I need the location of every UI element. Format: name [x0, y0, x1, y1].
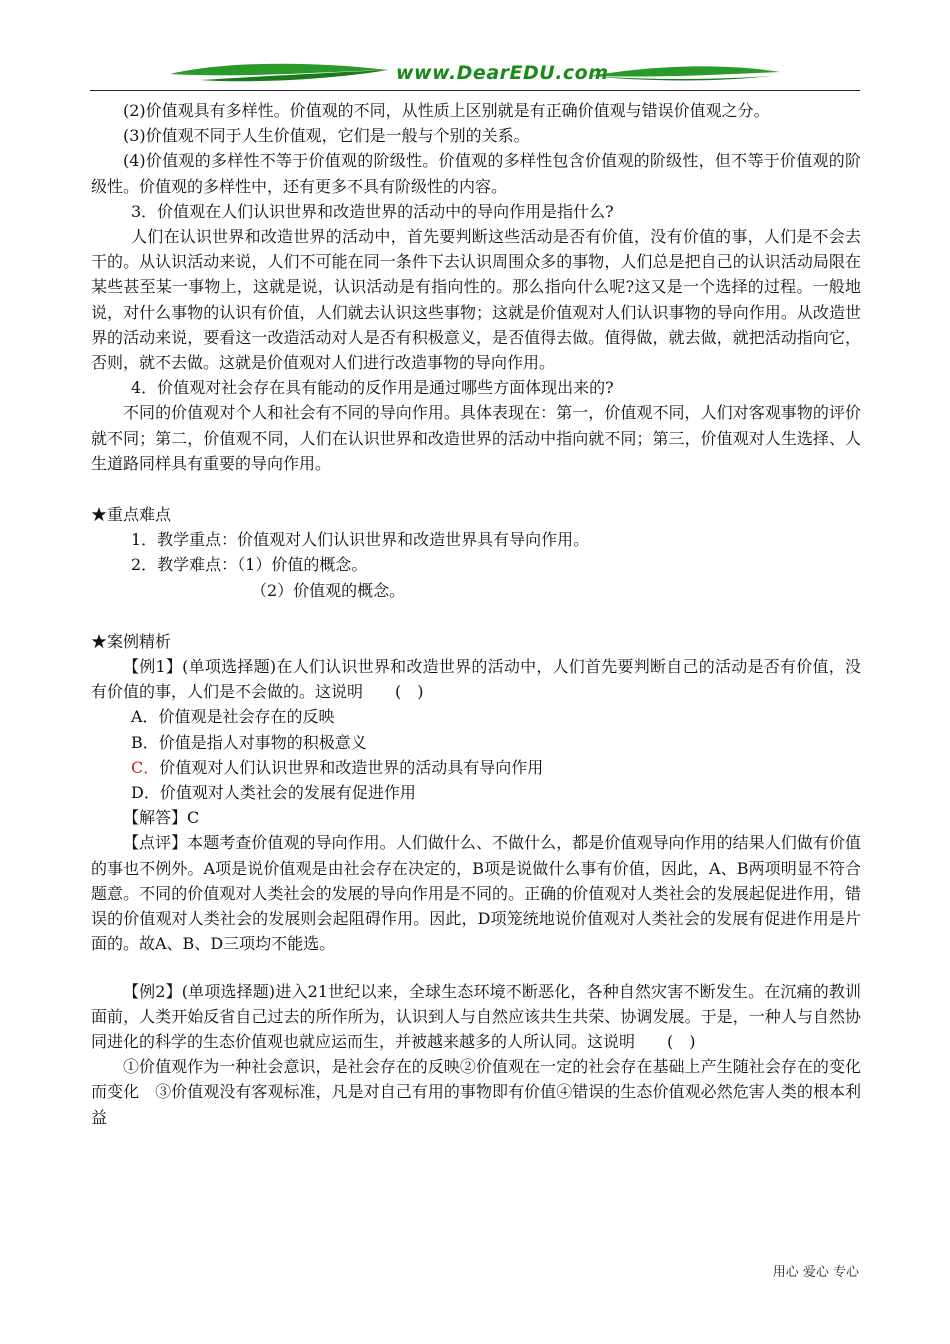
example-1-answer: 【解答】C	[123, 808, 200, 828]
question-4: 4．价值观对社会存在具有能动的反作用是通过哪些方面体现出来的?	[131, 378, 614, 398]
example-2-question: 【例2】(单项选择题)进入21世纪以来，全球生态环境不断恶化，各种自然灾害不断发生。在沉痛的教训面前，人类开始反省自己过去的所作所为，认识到人与自然应该共生共荣、协调发展。于是，一种人与自然协同进化的科学的生态价值观也就应运而生，并被越来越多的人所认同。这说明 ( )	[91, 981, 861, 1051]
option-c-text: 价值观对人们认识世界和改造世界的活动具有导向作用	[159, 757, 544, 777]
page-footer: 用心 爱心 专心	[772, 1265, 859, 1280]
example-1-question: 【例1】(单项选择题)在人们认识世界和改造世界的活动中，人们首先要判断自己的活动是否有价值，没有价值的事，人们是不会做的。这说明 ( )	[91, 657, 861, 702]
paragraph-life-value: (3)价值观不同于人生价值观，它们是一般与个别的关系。	[123, 126, 530, 146]
document-body	[91, 98, 861, 1130]
example-1-option-c	[91, 755, 861, 780]
question-3: 3．价值观在人们认识世界和改造世界的活动中的导向作用是指什么?	[131, 201, 614, 221]
example-1-option-b: B．价值是指人对事物的积极意义	[131, 732, 367, 752]
answer-3: 人们在认识世界和改造世界的活动中，首先要判断这些活动是否有价值，没有价值的事，人们是不会去干的。从认识活动来说，人们不可能在同一条件下去认识周围众多的事物，人们总是把自己的认识活动局限在某些甚至某一事物上，这就是说，认识活动是有指向性的。那么指向什么呢?这又是一个选择的过程。一般地说，对什么事物的认识有价值，人们就去认识这些事物；这就是价值观对人们认识事物的导向作用。从改造世界的活动来说，要看这一改造活动对人是否有积极意义，是否值得去做。值得做，就去做，就把活动指向它，否则，就不去做。这就是价值观对人们进行改造事物的导向作用。	[91, 227, 861, 373]
example-1-option-d: D．价值观对人类社会的发展有促进作用	[131, 783, 416, 803]
site-header	[90, 56, 860, 90]
spacer	[91, 957, 861, 979]
example-2-statements: ①价值观作为一种社会意识，是社会存在的反映②价值观在一定的社会存在基础上产生随社会存在的变化而变化 ③价值观没有客观标准，凡是对自己有用的事物即有价值④错误的生态价值观必然危害人类的根本利益	[91, 1057, 861, 1127]
site-logo-text[interactable]: www.DearEDU.com	[396, 62, 609, 84]
section-heading-cases: ★案例精析	[91, 631, 172, 651]
spacer	[91, 603, 861, 629]
option-c-letter: C．	[131, 757, 160, 777]
paragraph-diversity: (2)价值观具有多样性。价值观的不同，从性质上区别就是有正确价值观与错误价值观之分。	[123, 101, 770, 120]
header-divider	[90, 90, 860, 91]
spacer	[91, 476, 861, 502]
paragraph-class-nature: (4)价值观的多样性不等于价值观的阶级性。价值观的多样性包含价值观的阶级性，但不等于价值观的阶级性。价值观的多样性中，还有更多不具有阶级性的内容。	[91, 151, 861, 196]
focus-item-1: 1．教学重点：价值观对人们认识世界和改造世界具有导向作用。	[131, 530, 590, 550]
example-1-option-a: A．价值观是社会存在的反映	[131, 707, 335, 727]
focus-item-2: 2．教学难点：（1）价值的概念。	[131, 555, 368, 575]
focus-item-3: （2）价值观的概念。	[251, 580, 406, 600]
section-heading-focus: ★重点难点	[91, 505, 172, 525]
example-1-comment: 【点评】本题考查价值观的导向作用。人们做什么、不做什么，都是价值观导向作用的结果人们做有价值的事也不例外。A项是说价值观是由社会存在决定的，B项是说做什么事有价值，因此，A、B两项明显不符合题意。不同的价值观对人类社会的发展的导向作用是不同的。正确的价值观对人类社会的发展起促进作用，错误的价值观对人类社会的发展则会起阻碍作用。因此，D项笼统地说价值观对人类社会的发展有促进作用是片面的。故A、B、D三项均不能选。	[91, 833, 861, 954]
answer-4: 不同的价值观对个人和社会有不同的导向作用。具体表现在：第一，价值观不同，人们对客观事物的评价就不同；第二，价值观不同，人们在认识世界和改造世界的活动中指向就不同；第三，价值观对人生选择、人生道路同样具有重要的导向作用。	[91, 403, 861, 473]
